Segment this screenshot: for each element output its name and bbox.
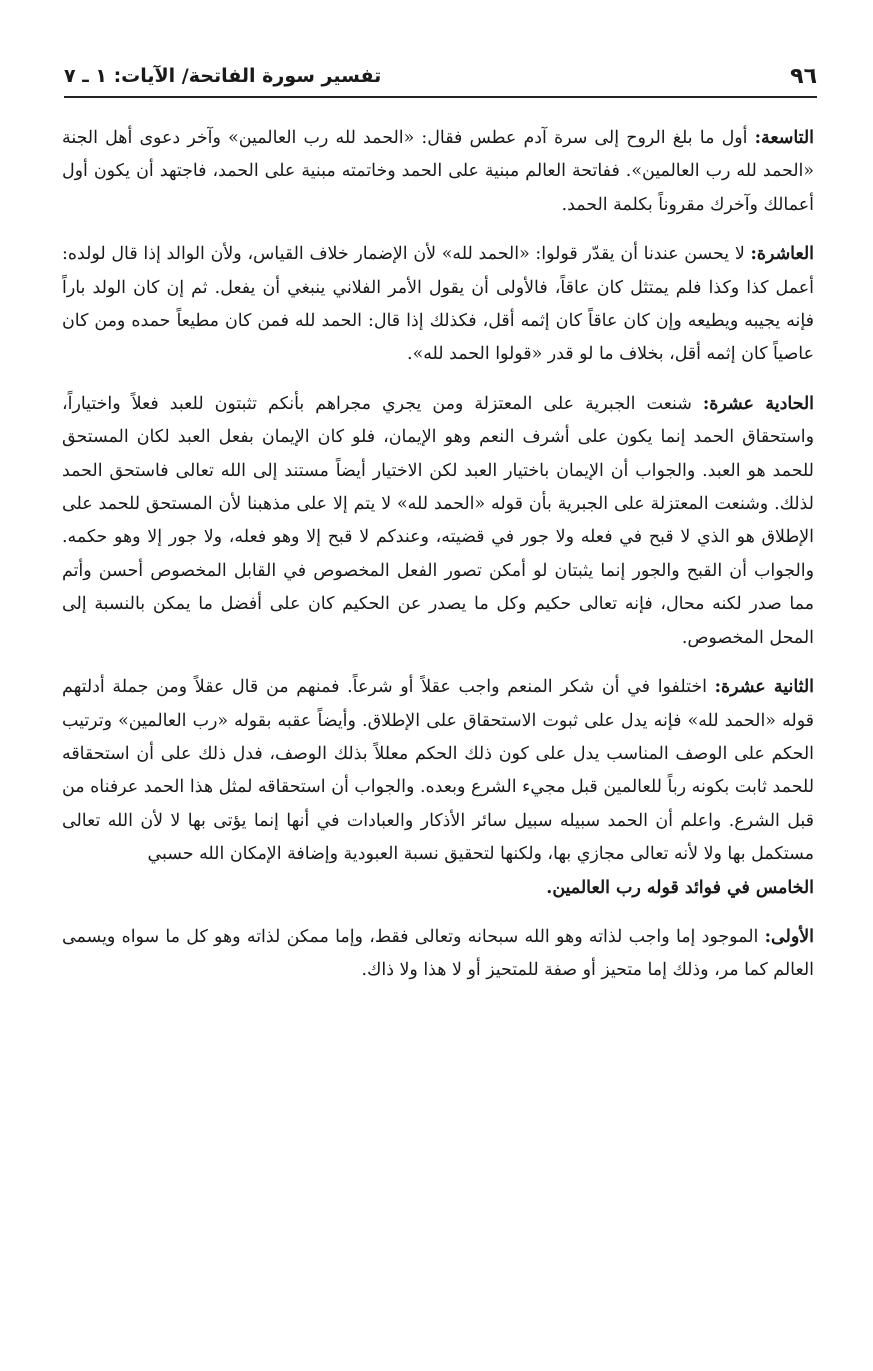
paragraph-lead: الثانية عشرة: <box>714 677 814 698</box>
paragraph-twelfth <box>62 671 814 871</box>
paragraph-tenth <box>62 238 814 372</box>
paragraph-text: الموجود إما واجب لذاته وهو الله سبحانه وتعالى فقط، وإما ممكن لذاته وهو كل ما سواه ويسمى العالم كما مر، وذلك إما متحيز أو صفة للمتحيز أو لا هذا ولا ذاك. <box>62 926 814 981</box>
section-heading: الخامس في فوائد قوله رب العالمين. <box>546 877 814 898</box>
paragraph-text: لا يحسن عندنا أن يقدّر قولوا: «الحمد لله» لأن الإضمار خلاف القياس، ولأن الوالد إذا قال لولده: أعمل كذا وكذا فلم يمتثل كان عاقاً، فالأولى أن يقول الأمر الفلاني ينبغي أن يفعل. ثم إن كان الولد باراً فإنه يجيبه ويطيعه وإن كان عاقاً كان إثمه أقل، فكذلك إذا قال: الحمد لله فمن كان مطيعاً حمده ومن كان عاصياً كان إثمه أقل، بخلاف ما لو قدر «قولوا الحمد لله». <box>62 244 814 365</box>
paragraph-lead: الحادية عشرة: <box>702 393 814 414</box>
page-header <box>64 56 817 98</box>
running-title: تفسير سورة الفاتحة/ الآيات: ١ ـ ٧ <box>64 65 382 87</box>
paragraph-text: شنعت الجبرية على المعتزلة ومن يجري مجراهم بأنكم تثبتون للعبد فعلاً واختياراً، واستحقاق الحمد إنما يكون على أشرف النعم وهو الإيمان، فلو كان الإيمان بفعل العبد لكان المستحق للحمد هو العبد. والجواب أن الإيمان باختيار العبد لكن الاختيار أيضاً مستند إلى الله تعالى فاستحق الحمد لذلك. وشنعت المعتزلة على الجبرية بأن قوله «الحمد لله» لا يتم إلا على مذهبنا لأن المستحق للحمد على الإطلاق هو الذي لا قبح في فعله ولا جور في قضيته، وعندكم لا قبح إلا وهو فعله، ولا جور إلا وهو حكمه. والجواب أن القبح والجور إنما يثبتان لو أمكن تصور الفعل المخصوص في القابل المخصوص أحسن وأتم مما صدر لكنه محال، فإنه تعالى حكيم وكل ما يصدر عن الحكيم كان على أفضل ما يمكن بالنسبة إلى المحل المخصوص. <box>62 393 815 648</box>
paragraph-eleventh <box>62 388 814 655</box>
paragraph-lead: التاسعة: <box>754 128 814 148</box>
body-text <box>62 122 814 988</box>
paragraph-text: اختلفوا في أن شكر المنعم واجب عقلاً أو شرعاً. فمنهم من قال عقلاً ومن جملة أدلتهم قوله «الحمد لله» فإنه يدل على ثبوت الاستحقاق على الإطلاق. وأيضاً عقبه بقوله «رب العالمين» وترتيب الحكم على الوصف المناسب يدل على كون ذلك الحكم معللاً بذلك الوصف، فدل ذلك على أن استحقاقه للحمد ثابت بكونه رباً للعالمين قبل مجيء الشرع وبعده. والجواب أن استحقاقه لمثل هذا الحمد عرفناه من قبل الشرع. واعلم أن الحمد سبيله سبيل سائر الأذكار والعبادات في أنها إنما يؤتى بها لا لأن الله تعالى مستكمل بها ولا لأنه تعالى مجازي بها، ولكنها لتحقيق نسبة العبودية وإضافة الإمكان الله حسبي <box>62 677 814 865</box>
paragraph-lead: الأولى: <box>764 926 814 947</box>
paragraph-text: أول ما بلغ الروح إلى سرة آدم عطس فقال: «الحمد لله رب العالمين» وآخر دعوى أهل الجنة «الحمد لله رب العالمين». ففاتحة العالم مبنية على الحمد وخاتمته مبنية على الحمد، فاجتهد أن يكون أول أعمالك وآخرك مقروناً بكلمة الحمد. <box>62 128 814 215</box>
page-number: ٩٦ <box>790 63 817 89</box>
paragraph-first <box>62 921 814 988</box>
paragraph-ninth <box>62 122 814 222</box>
paragraph-lead: العاشرة: <box>750 244 814 265</box>
